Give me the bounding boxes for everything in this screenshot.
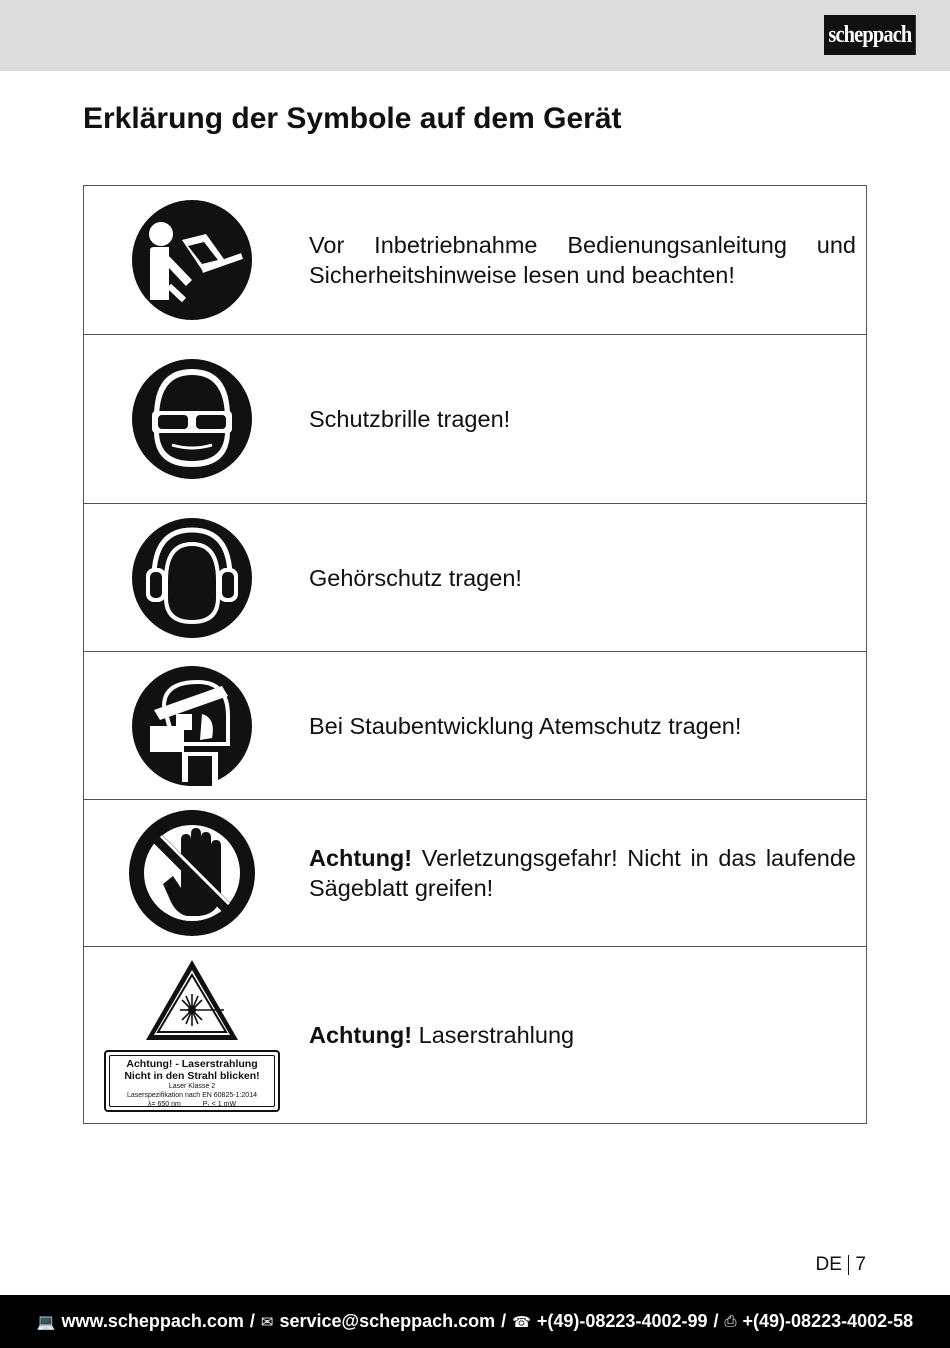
laser-label-line: Laserspezifikation nach EN 60825-1:2014 (127, 1092, 257, 1099)
separator: / (249, 1311, 255, 1331)
page-number-value: 7 (855, 1254, 866, 1275)
table-row (84, 334, 866, 503)
laser-label-line: Achtung! - Laserstrahlung (126, 1058, 258, 1070)
description-text: Bei Staubentwicklung Atemschutz tragen! (309, 712, 742, 739)
laser-label-line: Nicht in den Strahl blicken! (124, 1070, 260, 1082)
description-text: Verletzungsgefahr! Nicht in das laufende Sägeblatt greifen! (309, 845, 856, 901)
table-row (84, 651, 866, 799)
page-title: Erklärung der Symbole auf dem Gerät (83, 102, 622, 135)
fax-icon: ⎙ (724, 1313, 737, 1330)
symbol-description (309, 335, 856, 503)
no-hands-icon (84, 800, 300, 946)
laser-label-line: Laser Klasse 2 (168, 1083, 216, 1090)
safety-goggles-icon (84, 335, 300, 503)
table-row (84, 186, 866, 334)
symbol-description (309, 504, 856, 651)
language-code: DE (815, 1254, 842, 1275)
laser-triangle-icon (144, 958, 240, 1042)
laser-wavelength: λ= 650 nm (147, 1101, 181, 1108)
symbol-table (83, 185, 867, 1124)
phone-icon: ☎ (512, 1313, 531, 1331)
fax-number: +(49)-08223-4002-58 (742, 1311, 914, 1331)
laser-warning-icon (84, 947, 300, 1123)
website-link[interactable]: www.scheppach.com (61, 1311, 244, 1331)
scheppach-logo: scheppach (824, 15, 916, 55)
description-text: Schutzbrille tragen! (309, 406, 511, 432)
email-icon: ✉ (260, 1313, 274, 1331)
footer-bar (0, 1295, 950, 1348)
laser-label (104, 1050, 280, 1112)
description-text: Laserstrahlung (412, 1022, 575, 1048)
separator: / (713, 1311, 719, 1331)
email-link[interactable]: service@scheppach.com (279, 1311, 496, 1331)
warning-bold: Achtung! (309, 845, 413, 871)
ear-protection-icon (84, 504, 300, 651)
respirator-icon (84, 652, 300, 799)
description-text: Vor Inbetriebnahme Bedienungsanleitung und Sicherheitshinweise lesen und beachten! (309, 232, 856, 288)
table-row (84, 799, 866, 946)
symbol-description (309, 800, 856, 946)
description-text: Gehörschutz tragen! (309, 564, 522, 591)
header-bar (0, 0, 950, 71)
symbol-description (309, 947, 856, 1123)
table-row (84, 503, 866, 651)
computer-icon: 💻 (36, 1313, 56, 1331)
page-number (816, 1254, 866, 1276)
symbol-description (309, 186, 856, 334)
read-manual-icon (84, 186, 300, 334)
laser-power: P₁ < 1 mW (202, 1101, 237, 1108)
phone-number: +(49)-08223-4002-99 (536, 1311, 708, 1331)
separator: / (501, 1311, 507, 1331)
symbol-description (309, 652, 856, 799)
divider (848, 1255, 850, 1275)
warning-bold: Achtung! (309, 1022, 413, 1048)
table-row (84, 946, 866, 1123)
